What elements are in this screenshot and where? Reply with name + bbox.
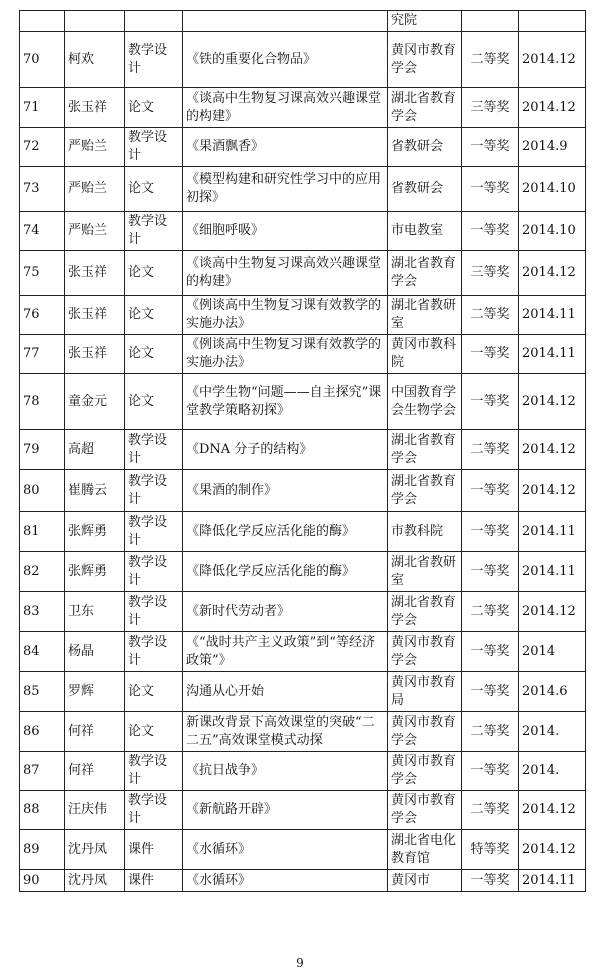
awarding-organization: 黄冈市教育学会 xyxy=(388,632,462,672)
entry-type: 论文 xyxy=(125,712,183,752)
entry-type: 论文 xyxy=(125,296,183,335)
entry-type: 教学设计 xyxy=(125,32,183,88)
work-title: 《新航路开辟》 xyxy=(183,791,388,830)
award-level: 二等奖 xyxy=(462,712,519,752)
entry-type: 论文 xyxy=(125,88,183,128)
award-level: 二等奖 xyxy=(462,32,519,88)
award-level: 三等奖 xyxy=(462,251,519,296)
awards-table-body xyxy=(20,11,586,892)
awarding-organization: 省教研会 xyxy=(388,128,462,167)
entry-type: 论文 xyxy=(125,251,183,296)
table-row xyxy=(20,335,586,374)
award-level: 一等奖 xyxy=(462,632,519,672)
work-title: 《水循环》 xyxy=(183,870,388,892)
table-row xyxy=(20,552,586,592)
award-date: 2014.12 xyxy=(519,430,586,470)
award-level: 二等奖 xyxy=(462,296,519,335)
table-row xyxy=(20,712,586,752)
award-date: 2014 xyxy=(519,632,586,672)
row-number: 71 xyxy=(20,88,65,128)
row-number: 70 xyxy=(20,32,65,88)
person-name: 何祥 xyxy=(65,752,125,791)
table-row xyxy=(20,32,586,88)
work-title: 《中学生物“问题——自主探究”课堂教学策略初探》 xyxy=(183,374,388,430)
table-row xyxy=(20,830,586,870)
award-level: 一等奖 xyxy=(462,212,519,251)
table-row xyxy=(20,212,586,251)
entry-type xyxy=(125,11,183,32)
awarding-organization: 黄冈市教科院 xyxy=(388,335,462,374)
entry-type: 论文 xyxy=(125,374,183,430)
award-date: 2014.12 xyxy=(519,32,586,88)
work-title: 《例谈高中生物复习课有效教学的实施办法》 xyxy=(183,296,388,335)
awarding-organization: 市电教室 xyxy=(388,212,462,251)
entry-type: 教学设计 xyxy=(125,128,183,167)
person-name: 何祥 xyxy=(65,712,125,752)
table-row xyxy=(20,592,586,632)
table-row xyxy=(20,470,586,512)
person-name: 严贻兰 xyxy=(65,167,125,212)
table-row xyxy=(20,88,586,128)
entry-type: 教学设计 xyxy=(125,752,183,791)
entry-type: 课件 xyxy=(125,870,183,892)
row-number: 75 xyxy=(20,251,65,296)
award-level: 一等奖 xyxy=(462,335,519,374)
entry-type: 教学设计 xyxy=(125,430,183,470)
award-date: 2014.12 xyxy=(519,470,586,512)
row-number: 78 xyxy=(20,374,65,430)
person-name: 高超 xyxy=(65,430,125,470)
row-number: 84 xyxy=(20,632,65,672)
award-date: 2014.11 xyxy=(519,335,586,374)
work-title: 《果酒的制作》 xyxy=(183,470,388,512)
work-title: 沟通从心开始 xyxy=(183,672,388,712)
table-row xyxy=(20,870,586,892)
award-level: 一等奖 xyxy=(462,128,519,167)
table-row xyxy=(20,374,586,430)
table-row xyxy=(20,251,586,296)
table-row xyxy=(20,128,586,167)
award-date: 2014.12 xyxy=(519,830,586,870)
work-title: 《“战时共产主义政策”到“等经济政策”》 xyxy=(183,632,388,672)
awarding-organization: 黄冈市教育学会 xyxy=(388,32,462,88)
award-date: 2014.12 xyxy=(519,791,586,830)
work-title: 《谈高中生物复习课高效兴趣课堂的构建》 xyxy=(183,88,388,128)
row-number: 89 xyxy=(20,830,65,870)
award-level: 二等奖 xyxy=(462,592,519,632)
row-number: 81 xyxy=(20,512,65,552)
table-row xyxy=(20,430,586,470)
page-number: 9 xyxy=(296,956,304,970)
work-title: 《铁的重要化合物品》 xyxy=(183,32,388,88)
awarding-organization: 究院 xyxy=(388,11,462,32)
work-title: 新课改背景下高效课堂的突破“二二五”高效课堂模式动探 xyxy=(183,712,388,752)
row-number: 88 xyxy=(20,791,65,830)
row-number: 74 xyxy=(20,212,65,251)
work-title: 《降低化学反应活化能的酶》 xyxy=(183,552,388,592)
award-date: 2014.12 xyxy=(519,374,586,430)
awarding-organization: 黄冈市教育局 xyxy=(388,672,462,712)
awards-table xyxy=(19,10,586,892)
work-title: 《水循环》 xyxy=(183,830,388,870)
table-row xyxy=(20,752,586,791)
person-name: 张玉祥 xyxy=(65,88,125,128)
work-title: 《模型构建和研究性学习中的应用初探》 xyxy=(183,167,388,212)
person-name: 张玉祥 xyxy=(65,251,125,296)
work-title: 《新时代劳动者》 xyxy=(183,592,388,632)
awarding-organization: 黄冈市教育学会 xyxy=(388,712,462,752)
row-number: 86 xyxy=(20,712,65,752)
person-name: 崔腾云 xyxy=(65,470,125,512)
awarding-organization: 湖北省教育学会 xyxy=(388,470,462,512)
award-date: 2014.11 xyxy=(519,296,586,335)
award-level: 一等奖 xyxy=(462,870,519,892)
person-name: 张玉祥 xyxy=(65,335,125,374)
work-title: 《降低化学反应活化能的酶》 xyxy=(183,512,388,552)
person-name: 张辉勇 xyxy=(65,512,125,552)
entry-type: 论文 xyxy=(125,335,183,374)
award-date: 2014. xyxy=(519,712,586,752)
award-date: 2014.6 xyxy=(519,672,586,712)
row-number: 76 xyxy=(20,296,65,335)
work-title: 《谈高中生物复习课高效兴趣课堂的构建》 xyxy=(183,251,388,296)
award-level: 二等奖 xyxy=(462,430,519,470)
award-level: 一等奖 xyxy=(462,374,519,430)
awarding-organization: 湖北省教育学会 xyxy=(388,251,462,296)
table-row xyxy=(20,296,586,335)
table-row xyxy=(20,791,586,830)
award-level: 一等奖 xyxy=(462,552,519,592)
awarding-organization: 中国教育学会生物学会 xyxy=(388,374,462,430)
entry-type: 教学设计 xyxy=(125,592,183,632)
awarding-organization: 湖北省教育学会 xyxy=(388,88,462,128)
person-name xyxy=(65,11,125,32)
awarding-organization: 湖北省教育学会 xyxy=(388,430,462,470)
award-level: 一等奖 xyxy=(462,470,519,512)
row-number: 85 xyxy=(20,672,65,712)
award-date: 2014.12 xyxy=(519,251,586,296)
person-name: 汪庆伟 xyxy=(65,791,125,830)
work-title: 《抗日战争》 xyxy=(183,752,388,791)
awarding-organization: 黄冈市 xyxy=(388,870,462,892)
table-row xyxy=(20,11,586,32)
work-title: 《DNA 分子的结构》 xyxy=(183,430,388,470)
award-date: 2014.11 xyxy=(519,512,586,552)
award-date: 2014.11 xyxy=(519,870,586,892)
entry-type: 论文 xyxy=(125,672,183,712)
entry-type: 教学设计 xyxy=(125,552,183,592)
award-date: 2014.12 xyxy=(519,88,586,128)
awarding-organization: 省教研会 xyxy=(388,167,462,212)
entry-type: 课件 xyxy=(125,830,183,870)
award-level: 特等奖 xyxy=(462,830,519,870)
award-date: 2014. xyxy=(519,752,586,791)
person-name: 张辉勇 xyxy=(65,552,125,592)
person-name: 童金元 xyxy=(65,374,125,430)
row-number: 72 xyxy=(20,128,65,167)
row-number: 82 xyxy=(20,552,65,592)
award-level xyxy=(462,11,519,32)
work-title: 《细胞呼吸》 xyxy=(183,212,388,251)
person-name: 沈丹凤 xyxy=(65,830,125,870)
entry-type: 教学设计 xyxy=(125,632,183,672)
person-name: 卫东 xyxy=(65,592,125,632)
row-number: 87 xyxy=(20,752,65,791)
award-date: 2014.9 xyxy=(519,128,586,167)
entry-type: 教学设计 xyxy=(125,512,183,552)
table-row xyxy=(20,167,586,212)
awarding-organization: 市教科院 xyxy=(388,512,462,552)
award-date: 2014.11 xyxy=(519,552,586,592)
entry-type: 教学设计 xyxy=(125,470,183,512)
person-name: 杨晶 xyxy=(65,632,125,672)
table-row xyxy=(20,512,586,552)
person-name: 罗辉 xyxy=(65,672,125,712)
row-number: 79 xyxy=(20,430,65,470)
table-row xyxy=(20,672,586,712)
row-number: 90 xyxy=(20,870,65,892)
person-name: 沈丹凤 xyxy=(65,870,125,892)
person-name: 张玉祥 xyxy=(65,296,125,335)
award-level: 二等奖 xyxy=(462,791,519,830)
award-date xyxy=(519,11,586,32)
awarding-organization: 黄冈市教育学会 xyxy=(388,791,462,830)
entry-type: 教学设计 xyxy=(125,791,183,830)
awarding-organization: 湖北省教研室 xyxy=(388,552,462,592)
row-number: 73 xyxy=(20,167,65,212)
award-level: 一等奖 xyxy=(462,672,519,712)
table-row xyxy=(20,632,586,672)
work-title: 《例谈高中生物复习课有效教学的实施办法》 xyxy=(183,335,388,374)
row-number: 80 xyxy=(20,470,65,512)
award-date: 2014.12 xyxy=(519,592,586,632)
award-level: 一等奖 xyxy=(462,167,519,212)
row-number xyxy=(20,11,65,32)
award-date: 2014.10 xyxy=(519,167,586,212)
person-name: 严贻兰 xyxy=(65,212,125,251)
awarding-organization: 湖北省教研室 xyxy=(388,296,462,335)
award-date: 2014.10 xyxy=(519,212,586,251)
entry-type: 教学设计 xyxy=(125,212,183,251)
work-title: 《果酒飘香》 xyxy=(183,128,388,167)
award-level: 一等奖 xyxy=(462,752,519,791)
award-level: 一等奖 xyxy=(462,512,519,552)
row-number: 77 xyxy=(20,335,65,374)
awarding-organization: 湖北省电化教育馆 xyxy=(388,830,462,870)
awarding-organization: 湖北省教育学会 xyxy=(388,592,462,632)
person-name: 柯欢 xyxy=(65,32,125,88)
person-name: 严贻兰 xyxy=(65,128,125,167)
entry-type: 论文 xyxy=(125,167,183,212)
award-level: 三等奖 xyxy=(462,88,519,128)
row-number: 83 xyxy=(20,592,65,632)
work-title xyxy=(183,11,388,32)
awarding-organization: 黄冈市教育学会 xyxy=(388,752,462,791)
